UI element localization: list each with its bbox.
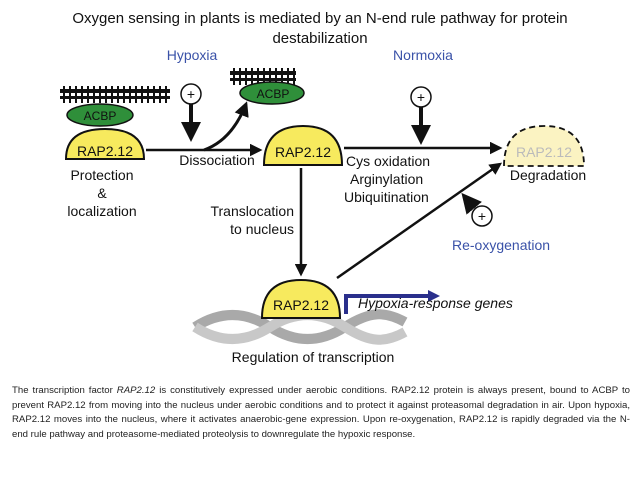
dissociation-label: Dissociation — [179, 152, 255, 168]
protection-label: Protection — [70, 167, 134, 183]
acbp-released-label: ACBP — [256, 87, 290, 101]
translocation-label-1: Translocation — [210, 203, 294, 219]
cys-oxidation-label: Cys oxidation — [346, 153, 431, 169]
acbp-release-arrow — [204, 104, 246, 150]
ampersand-label: & — [97, 185, 107, 201]
regulation-label: Regulation of transcription — [231, 349, 395, 365]
hypoxia-response-genes-label: Hypoxia-response genes — [358, 295, 513, 311]
caption-part-2: is constitutively expressed under aerobic conditions. RAP2.12 protein is always present, bound to ACBP to prevent RAP2.12 from moving into the nucleus under aerobic conditions and to protect it against proteasomal degradation in air. Upon hypoxia, RAP2.12 moves into the nucleus, where it activates anaerobic-gene expression. Upon re-oxygenation, RAP2.12 is rapidly degraded via the N-end rule pathway and proteasome-mediated proteolysis to downregulate the hypoxic response. — [12, 385, 630, 440]
plus-normoxia-text: + — [416, 89, 426, 105]
figure-caption — [12, 384, 630, 442]
normoxia-label: Normoxia — [393, 47, 453, 63]
caption-part-1: The transcription factor — [12, 385, 117, 396]
reoxygenation-label: Re-oxygenation — [452, 237, 551, 253]
rap212-degraded-label: RAP2.12 — [515, 144, 573, 160]
ubiquitination-label: Ubiquitination — [344, 189, 429, 205]
rap212-nuclear-label: RAP2.12 — [272, 297, 330, 313]
hypoxia-label: Hypoxia — [166, 47, 218, 63]
page-title: Oxygen sensing in plants is mediated by an N-end rule pathway for protein destabilization — [72, 10, 568, 47]
caption-gene-name: RAP2.12 — [116, 385, 156, 396]
reoxygenation-arrow — [464, 196, 474, 208]
plus-reoxygenation-text: + — [477, 208, 487, 224]
rap212-bound-label: RAP2.12 — [76, 143, 134, 159]
rap212-free-label: RAP2.12 — [274, 144, 332, 160]
translocation-label-2: to nucleus — [230, 221, 294, 237]
acbp-bound-label: ACBP — [83, 109, 117, 123]
membrane-icon — [60, 86, 170, 103]
plus-hypoxia-text: + — [186, 86, 196, 102]
localization-label: localization — [67, 203, 137, 219]
degradation-label: Degradation — [509, 167, 587, 183]
arginylation-label: Arginylation — [350, 171, 424, 187]
